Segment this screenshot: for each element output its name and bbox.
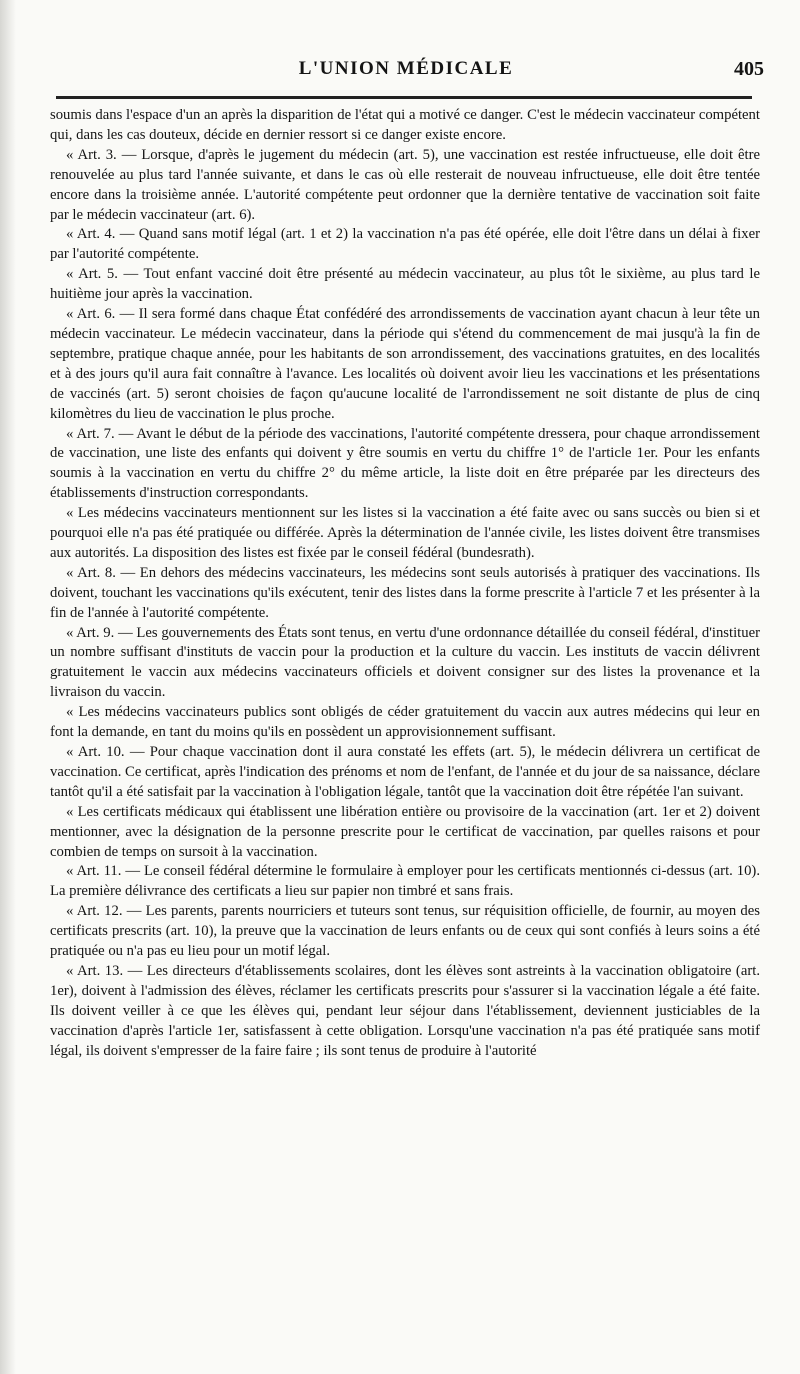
paragraph-art-8: « Art. 8. — En dehors des médecins vaccinateurs, les médecins sont seuls autorisés à pratiquer des vaccinations. Ils doivent, touchant les vaccinations qu'ils exécutent, tenir des listes dans la forme prescrite à l'article 7 et les présenter à la fin de l'année à l'autorité compétente. — [50, 564, 760, 621]
paragraph-art-7: « Art. 7. — Avant le début de la période des vaccinations, l'autorité compétente dressera, pour chaque arrondissement de vaccination, une liste des enfants qui doivent y être soumis en vertu du chiffre 1° de l'article 1er. Pour les enfants soumis à la vaccination en vertu du chiffre 2° du même article, la liste doit en être préparée par les directeurs des établissements d'instruction correspondants. — [50, 425, 760, 502]
paragraph-art-11: « Art. 11. — Le conseil fédéral détermine le formulaire à employer pour les certificats mentionnés ci-dessus (art. 10). La première délivrance des certificats a lieu sur papier non timbré et sans frais. — [50, 863, 760, 900]
page-header — [48, 58, 764, 88]
paragraph-art-10: « Art. 10. — Pour chaque vaccination dont il aura constaté les effets (art. 5), le médecin délivrera un certificat de vaccination. Ce certificat, après l'indication des prénoms et nom de l'enfant, de l'année et du jour de sa naissance, déclare tantôt qu'il a été satisfait par la vaccination à l'obligation légale, tantôt que la vaccination doit être répétée l'an suivant. — [50, 744, 760, 800]
body-text — [50, 106, 760, 1062]
paragraph-art-5: « Art. 5. — Tout enfant vacciné doit être présenté au médecin vaccinateur, au plus tôt le sixième, au plus tard le huitième jour après la vaccination. — [50, 266, 760, 303]
paragraph-art-13: « Art. 13. — Les directeurs d'établissements scolaires, dont les élèves sont astreints à la vaccination obligatoire (art. 1er), doivent à l'admission des élèves, réclamer les certificats prescrits pour s'assurer si la vaccination légale a été faite. Ils doivent veiller à ce que les élèves qui, pendant leur séjour dans l'établissement, deviennent justiciables de la vaccination d'après l'article 1er, satisfassent à cette obligation. Lorsqu'une vaccination n'a pas été pratiquée sans motif légal, ils doivent s'empresser de la faire faire ; ils sont tenus de produire à l'autorité — [50, 962, 760, 1059]
paragraph-art-7-lists: « Les médecins vaccinateurs mentionnent sur les listes si la vaccination a été faite avec ou sans succès ou bien si et pourquoi elle n'a pas été pratiquée ou différée. Après la détermination de l'année civile, les listes doivent être transmises aux autorités. La disposition des listes est fixée par le conseil fédéral (bundesrath). — [50, 505, 760, 561]
paragraph-art-4: « Art. 4. — Quand sans motif légal (art. 1 et 2) la vaccination n'a pas été opérée, elle doit l'être dans un délai à fixer par l'autorité compétente. — [50, 226, 760, 263]
header-rule — [56, 96, 752, 99]
page-number: 405 — [734, 58, 764, 80]
binding-shadow — [0, 0, 16, 1374]
paragraph-continuation: soumis dans l'espace d'un an après la disparition de l'état qui a motivé ce danger. C'est le médecin vaccinateur compétent qui, dans les cas douteux, décide en dernier ressort si ce danger existe encore. — [50, 107, 760, 143]
paragraph-art-12: « Art. 12. — Les parents, parents nourriciers et tuteurs sont tenus, sur réquisition officielle, de fournir, au moyen des certificats prescrits (art. 10), la preuve que la vaccination de leurs enfants ou de ceux qui sont confiés à leurs soins a été pratiquée ou n'a pas eu lieu pour un motif légal. — [50, 903, 760, 960]
paragraph-art-6: « Art. 6. — Il sera formé dans chaque État confédéré des arrondissements de vaccination ayant chacun à leur tête un médecin vaccinateur. Le médecin vaccinateur, dans la période qui s'étend du commencement de mai jusqu'à la fin de septembre, pratique chaque année, pour les habitants de son arrondissement, des vaccinations gratuites, en des localités et à des jours qu'il aura fait connaître à l'avance. Les localités où doivent avoir lieu les vaccinations et les présentations de vaccinés (art. 5) seront choisies de façon qu'aucune localité de l'arrondissement ne soit distante de plus de cinq kilomètres du lieu de vaccination le plus proche. — [50, 306, 760, 422]
paragraph-art-3: « Art. 3. — Lorsque, d'après le jugement du médecin (art. 5), une vaccination est restée infructueuse, elle doit être renouvelée au plus tard l'année suivante, et dans le cas où elle resterait de nouveau infructueuse, elle doit être tentée encore dans la troisième année. L'autorité compétente peut ordonner que la dernière tentative de vaccination soit faite par le médecin vaccinateur (art. 6). — [50, 146, 760, 223]
paragraph-art-9-public: « Les médecins vaccinateurs publics sont obligés de céder gratuitement du vaccin aux autres médecins qui leur en font la demande, en tant du moins qu'ils en possèdent un approvisionnement suffisant. — [50, 704, 760, 741]
running-title: L'UNION MÉDICALE — [298, 58, 514, 79]
paragraph-art-9: « Art. 9. — Les gouvernements des États sont tenus, en vertu d'une ordonnance détaillée du conseil fédéral, d'instituer un nombre suffisant d'instituts de vaccin pour la production et la culture du vaccin. Les instituts de vaccin délivrent gratuitement le vaccin aux médecins vaccinateurs officiels et doivent consigner sur des listes la provenance et la livraison du vaccin. — [50, 624, 760, 701]
paragraph-art-10-certificates: « Les certificats médicaux qui établissent une libération entière ou provisoire de la vaccination (art. 1er et 2) doivent mentionner, avec la désignation de la personne prescrite pour le certificat de vaccination, par quelles raisons et pour combien de temps on sursoit à la vaccination. — [50, 803, 760, 860]
